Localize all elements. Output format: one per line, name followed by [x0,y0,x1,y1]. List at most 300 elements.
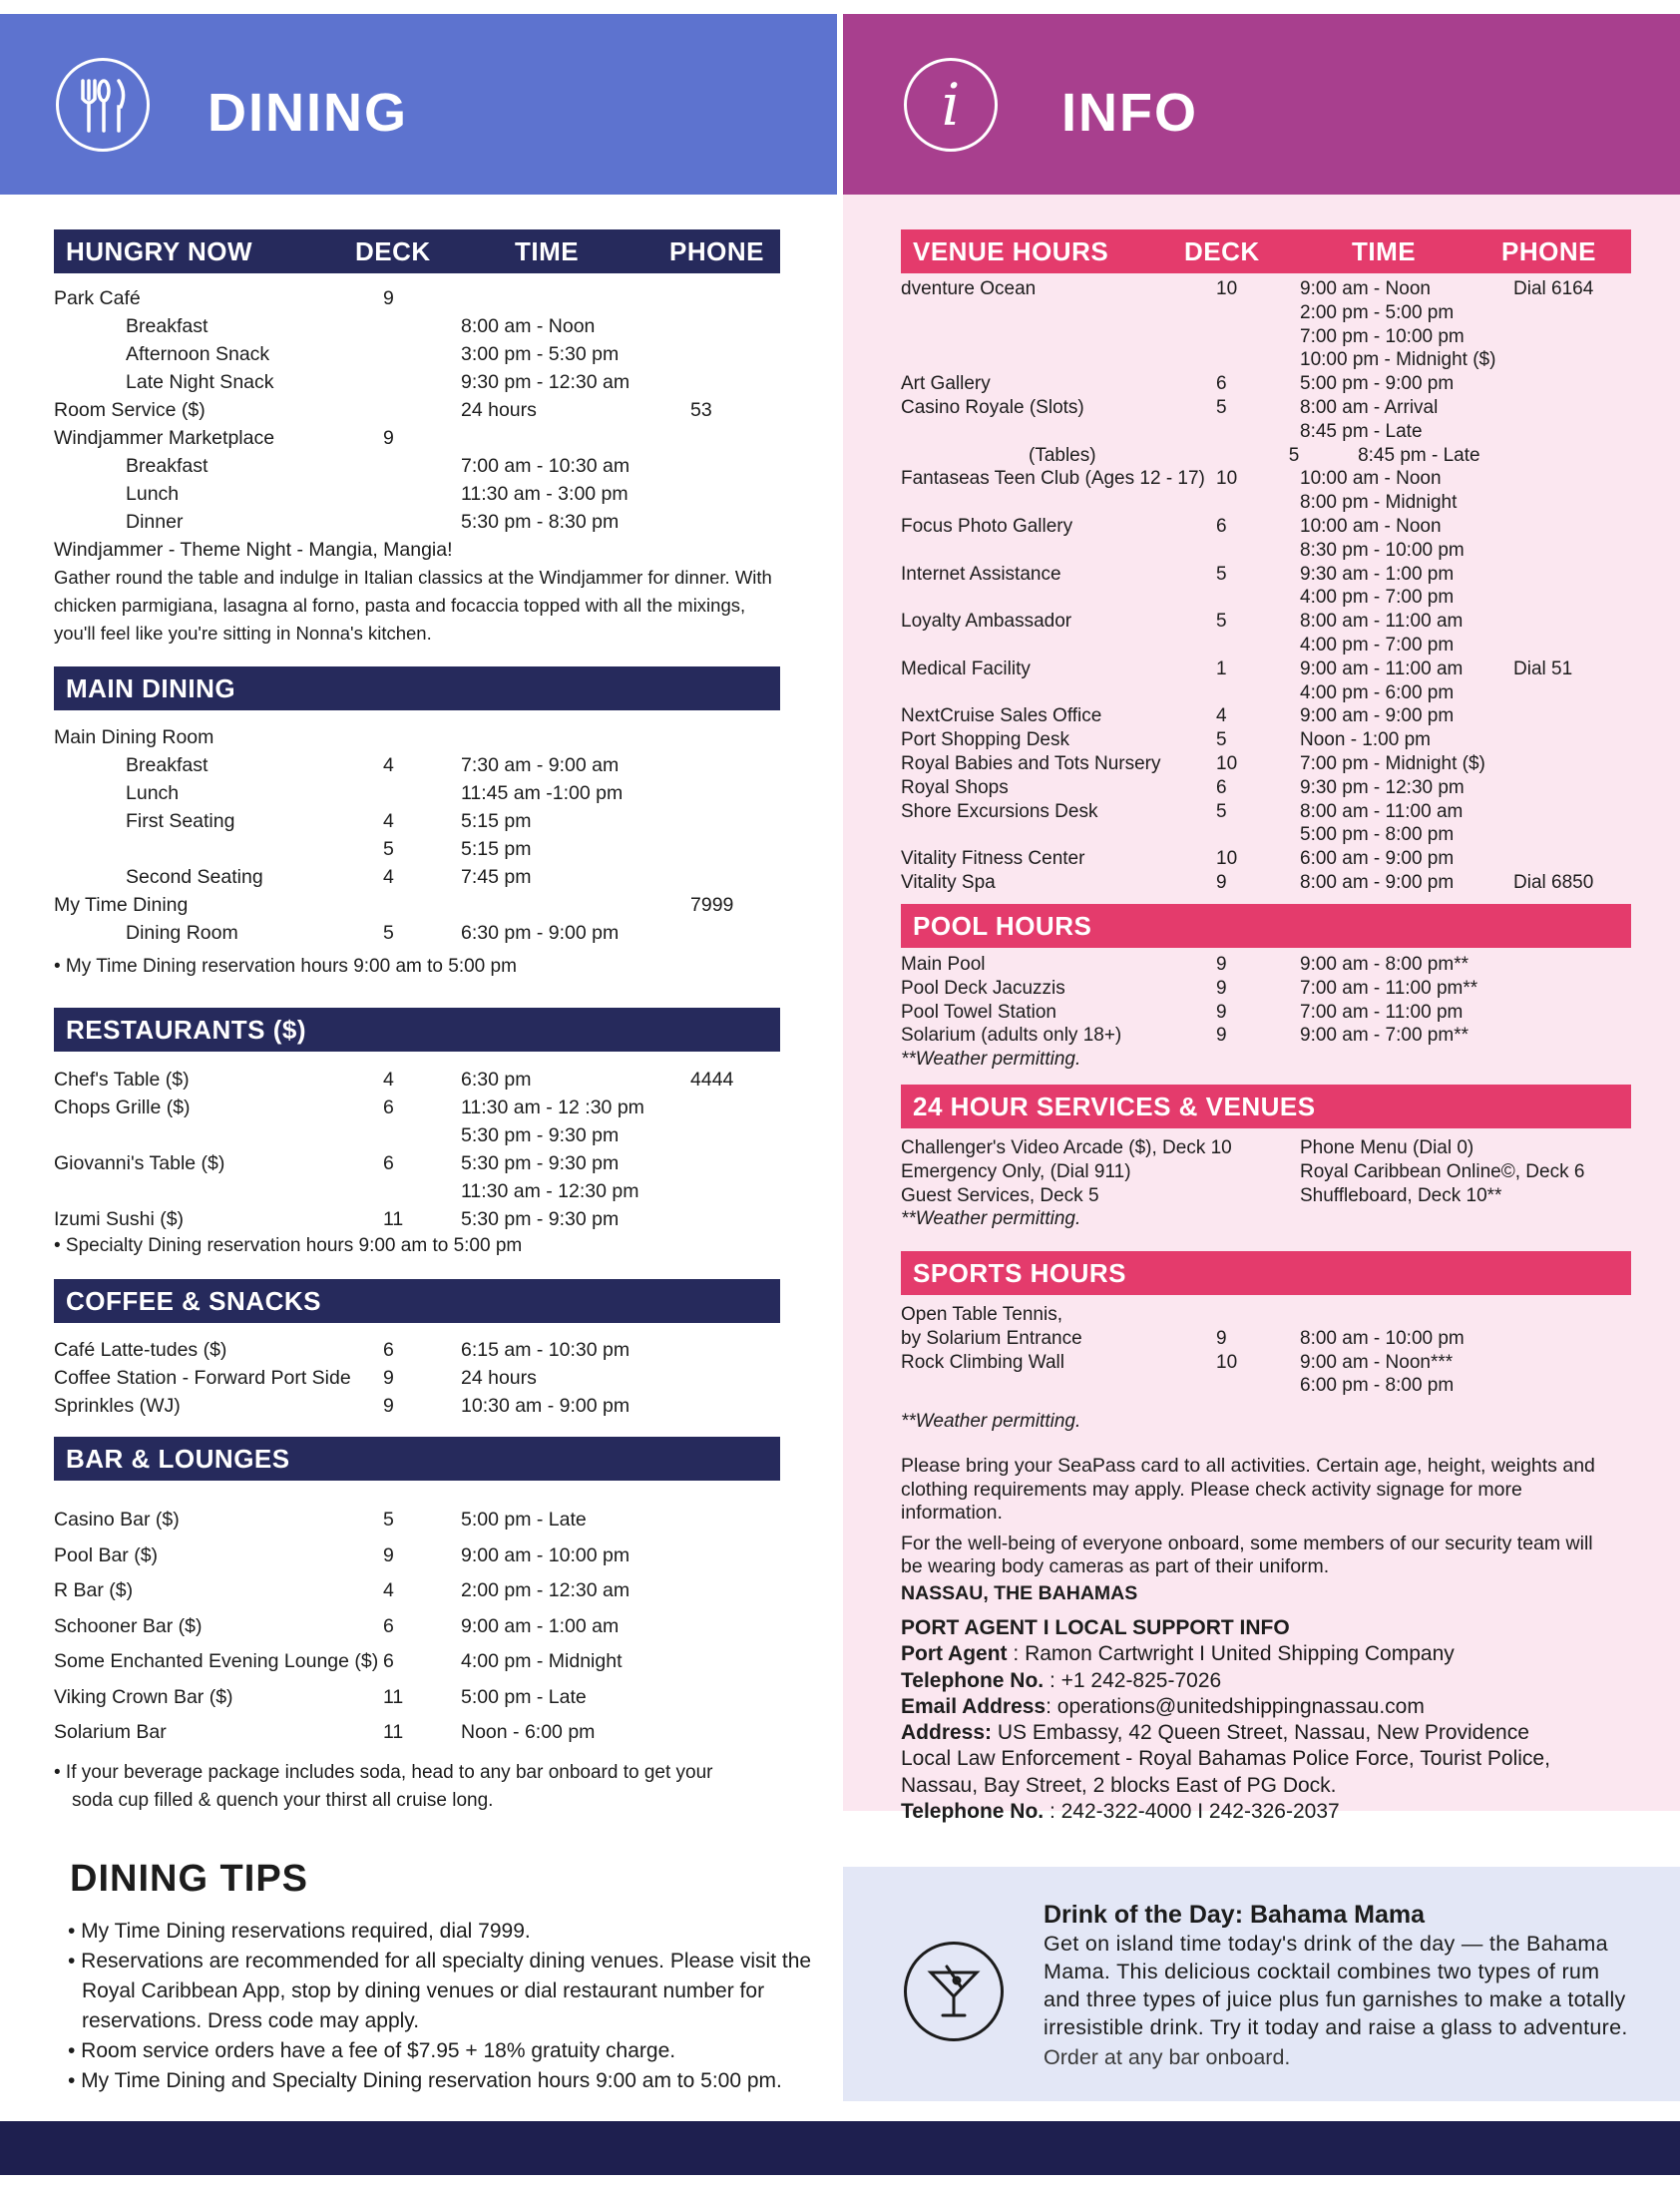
coffee-table [54,1336,780,1420]
hungry-phone [690,368,780,396]
venue-phone [1513,563,1631,587]
main-dining-row [54,891,780,919]
bar-deck: 11 [383,1721,404,1743]
bar-row [54,1609,780,1645]
venue-time: 5:00 pm - 8:00 pm [1300,824,1455,846]
venue-phone [1513,420,1631,444]
main-dining-name: Dining Room [126,922,238,944]
main-dining-phone [690,779,780,807]
main-dining-time [461,891,690,919]
pool-time: 9:00 am - 8:00 pm** [1300,954,1469,975]
drink-of-day [1044,1900,1642,2073]
hungry-deck: 9 [383,287,394,309]
main-dining-phone [690,919,780,947]
sports-deck [1216,1374,1300,1398]
venue-phone [1513,491,1631,515]
venue-phone [1513,776,1631,800]
venue-phone [1513,752,1631,776]
hungry-row [54,396,780,424]
hungry-time: 9:30 pm - 12:30 am [461,371,630,393]
bar-row [54,1503,780,1538]
pool-name: Pool Deck Jacuzzis [901,977,1065,999]
main-dining-phone: 7999 [690,894,734,916]
venue-deck: 5 [1216,396,1227,418]
main-dining-phone [690,835,780,863]
dining-tip: • Reservations are recommended for all specialty dining venues. Please visit the Royal Caribbean App, stop by dining venues or dial restaurant number for reservations. Dress code may apply. [68,1950,812,2032]
venue-name: Vitality Fitness Center [901,848,1085,870]
sports-note: **Weather permitting. [901,1411,1081,1433]
bar-row [54,1644,780,1680]
venue-time: 9:30 pm - 12:30 pm [1300,776,1465,798]
main-dining-header: MAIN DINING [54,666,780,710]
venue-row [901,277,1631,301]
venue-deck: 5 [1216,729,1227,751]
pool-deck: 9 [1216,977,1227,999]
venue-deck [1216,823,1300,847]
main-dining-note: • My Time Dining reservation hours 9:00 am to 5:00 pm [54,956,517,977]
venue-row [901,301,1631,325]
email-line[interactable]: Email Address: operations@unitedshippingnassau.com [901,1694,1425,1718]
bar-name: Some Enchanted Evening Lounge ($) [54,1650,379,1672]
coffee-deck: 9 [383,1395,394,1417]
venue-row [901,348,1631,372]
venue-deck: 10 [1216,848,1238,870]
bar-deck: 11 [383,1685,404,1708]
hungry-name: Breakfast [126,455,209,477]
venue-name: Casino Royale (Slots) [901,396,1084,418]
hungry-deck [383,508,461,536]
venue-name: Medical Facility [901,658,1031,679]
venue-row [901,396,1631,420]
venue-deck: 10 [1216,278,1238,299]
main-dining-row [54,751,780,779]
venue-time: 8:00 pm - Midnight [1300,492,1458,514]
telephone-line: Telephone No. : +1 242-825-7026 [901,1668,1222,1692]
port-agent-block [901,1615,1619,1825]
venue-phone: Dial 6164 [1513,278,1594,299]
venue-phone [1513,467,1631,491]
restaurant-row [54,1121,780,1149]
sports-deck [1216,1303,1300,1327]
bar-deck: 5 [383,1509,394,1531]
venue-deck: 6 [1216,515,1227,537]
pool-deck: 9 [1216,1001,1227,1023]
venue-deck [1216,634,1300,658]
service-item: Phone Menu (Dial 0) [1300,1137,1474,1158]
hungry-phone [690,480,780,508]
venue-name [901,586,1216,610]
restaurant-time: 6:30 pm [461,1069,532,1091]
venue-time: 8:00 am - 11:00 am [1300,611,1464,633]
martini-glass-icon [904,1942,1004,2041]
sports-time: 6:00 pm - 8:00 pm [1300,1375,1455,1397]
hungry-time [461,284,690,312]
bar-row [54,1715,780,1751]
venue-name: Internet Assistance [901,563,1061,585]
bar-name: R Bar ($) [54,1579,134,1601]
camera-note: For the well-being of everyone onboard, some members of our security team will be wearing body cameras as part of their uniform. [901,1532,1593,1577]
main-dining-time: 7:45 pm [461,866,532,888]
venue-name [901,301,1216,325]
service-item: Shuffleboard, Deck 10** [1300,1184,1502,1206]
venue-name [901,420,1216,444]
venue-deck [1216,325,1300,349]
dining-banner [0,14,837,195]
hungry-time [461,424,690,452]
info-notes [901,1455,1619,1825]
restaurant-phone [690,1177,780,1205]
venue-time: 10:00 am - Noon [1300,515,1442,537]
venue-name: Focus Photo Gallery [901,515,1073,537]
venue-time: 8:45 pm - Late [1300,420,1423,442]
restaurant-deck [383,1121,461,1149]
venue-row [901,871,1631,895]
main-dining-name: Lunch [126,782,180,804]
venue-row [901,586,1631,610]
pool-name: Main Pool [901,954,986,975]
venue-hours-section [901,229,1631,895]
venue-hours-table [901,277,1631,895]
restaurant-name: Chops Grille ($) [54,1096,191,1118]
seapass-note: Please bring your SeaPass card to all activities. Certain age, height, weights and clothing requirements may apply. Please check activity signage for more information. [901,1455,1595,1524]
venue-phone [1513,704,1631,728]
hungry-phone: 53 [690,399,712,421]
coffee-header: COFFEE & SNACKS [54,1279,780,1323]
venue-phone [1513,634,1631,658]
pool-hours-section [901,904,1631,1072]
coffee-time: 6:15 am - 10:30 pm [461,1339,630,1361]
services-note: **Weather permitting. [901,1208,1081,1230]
bar-time: 9:00 am - 1:00 am [461,1614,620,1637]
hungry-time: 3:00 pm - 5:30 pm [461,343,620,365]
main-dining-time: 5:15 pm [461,810,532,832]
service-item: Challenger's Video Arcade ($), Deck 10 [901,1137,1232,1158]
venue-phone [1513,325,1631,349]
coffee-time: 10:30 am - 9:00 pm [461,1395,630,1417]
venue-row [901,776,1631,800]
venue-name: Shore Excursions Desk [901,800,1098,822]
venue-time: 8:30 pm - 10:00 pm [1300,539,1465,561]
bar-deck: 9 [383,1543,394,1566]
main-dining-deck [383,779,461,807]
coffee-row [54,1392,780,1420]
hungry-row [54,452,780,480]
venue-name: Loyalty Ambassador [901,611,1072,633]
venue-row [901,372,1631,396]
venue-deck: 9 [1216,871,1227,893]
main-dining-time: 11:45 am -1:00 pm [461,782,624,804]
venue-deck: 5 [1216,800,1227,822]
venue-name [901,681,1216,705]
venue-row [901,728,1631,752]
main-dining-deck: 5 [383,838,394,860]
bars-section [54,1437,780,1815]
venue-deck [1216,348,1300,372]
venue-phone [1513,800,1631,824]
venue-phone [1534,444,1631,468]
main-dining-row [54,835,780,863]
venue-time: 6:00 am - 9:00 pm [1300,848,1455,870]
main-dining-row [54,919,780,947]
venue-name: NextCruise Sales Office [901,705,1102,727]
restaurant-row [54,1177,780,1205]
hungry-name: Late Night Snack [126,371,274,393]
port-title: NASSAU, THE BAHAMAS [901,1581,1138,1604]
restaurant-phone [690,1149,780,1177]
venue-time: 9:00 am - 9:00 pm [1300,705,1455,727]
main-dining-deck: 4 [383,866,394,888]
venue-deck [1216,420,1300,444]
venue-deck: 10 [1216,468,1238,490]
coffee-name: Sprinkles (WJ) [54,1395,181,1417]
info-banner [843,14,1680,195]
venue-row [901,752,1631,776]
venue-deck [1216,586,1300,610]
venue-deck [1216,491,1300,515]
venue-time: 8:00 am - Arrival [1300,396,1439,418]
hungry-phone [690,284,780,312]
venue-time: 9:00 am - 11:00 am [1300,658,1464,679]
coffee-row [54,1364,780,1392]
venue-phone [1513,681,1631,705]
services-header: 24 HOUR SERVICES & VENUES [901,1085,1631,1128]
coffee-name: Café Latte-tudes ($) [54,1339,227,1361]
bar-time: 4:00 pm - Midnight [461,1650,623,1672]
restaurant-deck: 4 [383,1069,394,1091]
venue-time: 10:00 am - Noon [1300,468,1442,490]
law-line-2: Nassau, Bay Street, 2 blocks East of PG Dock. [901,1773,1337,1797]
theme-night-title: Windjammer - Theme Night - Mangia, Mangia! [54,539,453,561]
venue-time: 7:00 pm - Midnight ($) [1300,752,1485,774]
sports-row [901,1351,1631,1375]
venue-phone [1513,396,1631,420]
pool-row [901,977,1631,1001]
sports-section [901,1251,1631,1434]
bar-row [54,1680,780,1716]
venue-deck: 6 [1216,776,1227,798]
pool-deck: 9 [1216,954,1227,975]
venue-row [901,420,1631,444]
hungry-row [54,480,780,508]
venue-row [901,681,1631,705]
main-dining-time: 5:15 pm [461,838,532,860]
restaurant-name: Giovanni's Table ($) [54,1152,225,1174]
pool-note: **Weather permitting. [901,1049,1081,1071]
restaurants-header: RESTAURANTS ($) [54,1008,780,1052]
coffee-deck: 6 [383,1339,394,1361]
hungry-time: 8:00 am - Noon [461,315,596,337]
bar-time: 2:00 pm - 12:30 am [461,1579,630,1601]
hungry-name: Windjammer Marketplace [54,427,275,449]
restaurants-section [54,1008,780,1259]
restaurant-time: 5:30 pm - 9:30 pm [461,1124,620,1146]
venue-name: Royal Shops [901,776,1009,798]
pool-name: Pool Towel Station [901,1001,1056,1023]
bar-name: Schooner Bar ($) [54,1614,203,1637]
hungry-time: 24 hours [461,399,537,421]
venue-deck: 5 [1288,444,1300,466]
main-dining-deck: 5 [383,922,394,944]
coffee-deck: 9 [383,1367,394,1389]
venue-name: (Tables) [1029,444,1096,466]
port-agent-line: Port Agent : Ramon Cartwright I United Shipping Company [901,1642,1455,1666]
venue-phone [1513,728,1631,752]
venue-phone [1513,847,1631,871]
hungry-name: Park Café [54,287,141,309]
hungry-name: Dinner [126,511,184,533]
main-dining-deck: 4 [383,810,394,832]
hungry-row [54,424,780,452]
venue-phone [1513,301,1631,325]
sports-phone [1513,1351,1631,1375]
venue-row [901,704,1631,728]
main-dining-section [54,666,780,981]
restaurant-row [54,1205,780,1233]
bar-time: 5:00 pm - Late [461,1685,587,1708]
sports-row [901,1374,1631,1398]
pool-row [901,1024,1631,1048]
fork-spoon-knife-icon [56,58,150,152]
bar-name: Viking Crown Bar ($) [54,1685,233,1708]
pool-phone [1513,977,1631,1001]
venue-name [901,634,1216,658]
bar-time: Noon - 6:00 pm [461,1721,596,1743]
venue-deck: 6 [1216,373,1227,395]
restaurant-phone [690,1094,780,1121]
venue-name [901,539,1216,563]
theme-night-desc: Gather round the table and indulge in Italian classics at the Windjammer for dinner. With chicken parmigiana, lasagna al forno, pasta and focaccia topped with all the mixings, you'll feel like you're sitting in Nonna's kitchen. [54,567,772,644]
restaurant-row [54,1149,780,1177]
main-dining-name: Second Seating [126,866,263,888]
restaurant-row [54,1066,780,1094]
main-dining-deck [383,891,461,919]
venue-row [901,444,1631,468]
restaurant-time: 11:30 am - 12 :30 pm [461,1096,644,1118]
main-dining-name: Main Dining Room [54,726,214,748]
sports-deck: 9 [1216,1327,1227,1349]
coffee-section [54,1279,780,1420]
address-line: Address: US Embassy, 42 Queen Street, Nassau, New Providence [901,1721,1529,1745]
hungry-row [54,284,780,312]
hungry-row [54,508,780,536]
main-dining-name: Breakfast [126,754,209,776]
port-support-title: PORT AGENT I LOCAL SUPPORT INFO [901,1616,1290,1639]
hungry-deck [383,480,461,508]
bar-deck: 6 [383,1614,394,1637]
venue-time: 8:00 am - 11:00 am [1300,800,1464,822]
bar-time: 9:00 am - 10:00 pm [461,1543,630,1566]
bar-row [54,1573,780,1609]
venue-phone: Dial 51 [1513,658,1573,679]
main-dining-name: First Seating [126,810,235,832]
venue-deck: 5 [1216,563,1227,585]
venue-deck [1216,301,1300,325]
main-dining-row [54,863,780,891]
restaurant-time: 5:30 pm - 9:30 pm [461,1208,620,1230]
main-dining-row [54,779,780,807]
pool-time: 7:00 am - 11:00 pm** [1300,977,1478,999]
pool-time: 7:00 am - 11:00 pm [1300,1001,1464,1023]
venue-row [901,515,1631,539]
venue-phone [1513,610,1631,634]
venue-time: 9:30 am - 1:00 pm [1300,563,1455,585]
hungry-phone [690,340,780,368]
hungry-name: Breakfast [126,315,209,337]
pool-deck: 9 [1216,1025,1227,1047]
venue-time: 4:00 pm - 7:00 pm [1300,634,1455,656]
drink-title: Drink of the Day: Bahama Mama [1044,1901,1426,1929]
bar-deck: 6 [383,1650,394,1672]
restaurant-deck: 11 [383,1208,404,1230]
venue-time: 7:00 pm - 10:00 pm [1300,325,1465,347]
pool-phone [1513,953,1631,977]
services-lists [901,1136,1631,1207]
restaurant-name [54,1121,383,1149]
bar-name: Solarium Bar [54,1721,167,1743]
info-icon: i [904,58,998,152]
venue-time: 5:00 pm - 9:00 pm [1300,373,1455,395]
sports-row [901,1327,1631,1351]
venue-row [901,847,1631,871]
hungry-deck: 9 [383,427,394,449]
law-line-1: Local Law Enforcement - Royal Bahamas Police Force, Tourist Police, [901,1747,1550,1771]
drink-desc: Get on island time today's drink of the day — the Bahama Mama. This delicious cocktail combines two types of rum and three types of juice plus fun garnishes to make a totally irresistible drink. Try it today and raise a glass to adventure. [1044,1932,1628,2039]
restaurant-row [54,1094,780,1121]
sports-name: by Solarium Entrance [901,1327,1082,1349]
hungry-name: Afternoon Snack [126,343,270,365]
bars-table [54,1503,780,1751]
hungry-time: 7:00 am - 10:30 am [461,455,630,477]
hungry-now-header: HUNGRY NOW DECK TIME PHONE [54,229,780,273]
hungry-deck [383,396,461,424]
restaurant-phone: 4444 [690,1069,734,1091]
venue-phone [1513,372,1631,396]
venue-time: 2:00 pm - 5:00 pm [1300,301,1455,323]
coffee-name: Coffee Station - Forward Port Side [54,1367,351,1389]
main-dining-name: My Time Dining [54,894,189,916]
sports-phone [1513,1303,1631,1327]
hungry-row [54,312,780,340]
hungry-deck [383,312,461,340]
services-right-list [1300,1136,1584,1207]
main-dining-table [54,723,780,947]
venue-name [901,491,1216,515]
venue-name [901,348,1216,372]
restaurant-phone [690,1121,780,1149]
hungry-phone [690,424,780,452]
sports-time [1300,1303,1513,1327]
main-dining-phone [690,807,780,835]
venue-name: dventure Ocean [901,278,1037,299]
sports-phone [1513,1374,1631,1398]
venue-time: Noon - 1:00 pm [1300,729,1431,751]
hungry-time: 5:30 pm - 8:30 pm [461,511,620,533]
hungry-phone [690,508,780,536]
restaurant-deck [383,1177,461,1205]
venue-deck [1216,539,1300,563]
venue-row [901,539,1631,563]
hungry-phone [690,452,780,480]
venue-time: 10:00 pm - Midnight ($) [1300,349,1496,371]
bar-name: Pool Bar ($) [54,1543,159,1566]
restaurant-deck: 6 [383,1096,394,1118]
venue-phone [1513,823,1631,847]
venue-deck: 5 [1216,611,1227,633]
sports-deck: 10 [1216,1351,1238,1373]
main-dining-time: 6:30 pm - 9:00 pm [461,922,620,944]
main-dining-phone [690,863,780,891]
sports-name: Rock Climbing Wall [901,1351,1064,1373]
